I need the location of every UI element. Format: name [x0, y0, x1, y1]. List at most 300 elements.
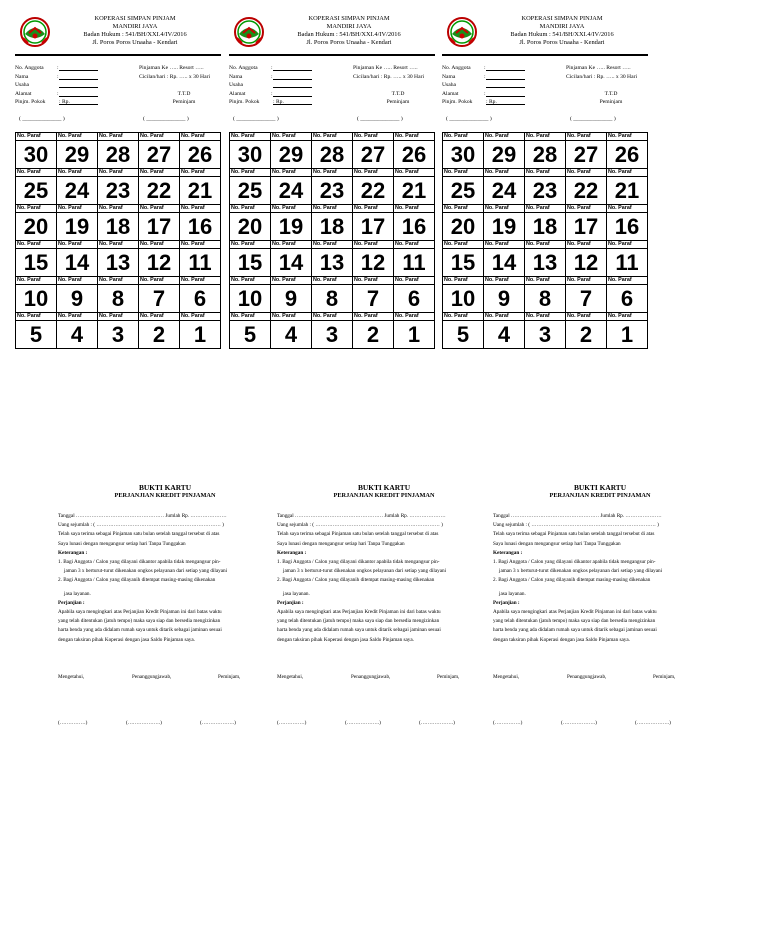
receipt-title: BUKTI KARTU [573, 483, 627, 492]
payment-cell [353, 205, 394, 241]
grid-row [443, 277, 648, 313]
paraf-label: No. Paraf [353, 241, 393, 249]
payment-cell [230, 241, 271, 277]
signature-right: ( ______________ ) [143, 116, 189, 122]
paraf-label: No. Paraf [57, 133, 97, 141]
note-text: jaman 3 x berturut-turut dikenakan ongkos pelayanan dari setiap yang dilayani [64, 568, 228, 575]
payment-cell [180, 241, 221, 277]
payment-cell [353, 313, 394, 349]
installment-number: 1 [407, 322, 421, 347]
paraf-label: No. Paraf [607, 313, 647, 321]
installment-number: 9 [284, 286, 298, 311]
payment-cell [98, 133, 139, 169]
installment-number: 13 [532, 250, 558, 275]
payment-cell [566, 277, 607, 313]
payment-cell [271, 277, 312, 313]
field-row [15, 73, 110, 82]
agreement-heading: Perjanjian : [58, 599, 85, 606]
field-line [486, 96, 525, 97]
paraf-label: No. Paraf [443, 169, 483, 177]
header-line: Jl. Poros Poros Unaaha - Kendari [519, 39, 605, 46]
installment-number: 5 [243, 322, 257, 347]
signature-row [442, 116, 648, 126]
field-colon: : [57, 73, 59, 80]
paraf-label: No. Paraf [312, 241, 352, 249]
installment-number: 9 [70, 286, 84, 311]
payment-cell [394, 133, 435, 169]
signature-left: ( ______________ ) [446, 116, 492, 122]
paraf-label: No. Paraf [394, 241, 434, 249]
payment-cell [180, 169, 221, 205]
note-text: 1. Bagi Anggota / Calon yang dilayani dikantor apabila tidak mengangsur pin- [58, 559, 221, 566]
paraf-label: No. Paraf [230, 169, 270, 177]
borrower-label: Peminjam, [437, 673, 460, 680]
field-row [442, 81, 537, 90]
paraf-label: No. Paraf [139, 277, 179, 285]
installment-number: 28 [319, 142, 345, 167]
installment-number: 7 [579, 286, 593, 311]
field-row [229, 64, 324, 73]
payment-cell [484, 313, 525, 349]
field-label: Pinjm. Pokok [442, 99, 473, 106]
installment-number: 21 [401, 178, 427, 203]
payment-cell [57, 313, 98, 349]
header-line: Badan Hukum : 541/BH/XXI.4/IV/2016 [83, 31, 187, 38]
installment-number: 26 [614, 142, 640, 167]
receipt-text: Telah saya terima sebagai Pinjaman satu bulan setelah tanggal tersebut di atas [277, 531, 439, 538]
installment-number: 10 [23, 286, 49, 311]
installment-number: 19 [278, 214, 304, 239]
payment-cell [443, 205, 484, 241]
payment-cell [57, 241, 98, 277]
cooperative-logo-icon [233, 16, 265, 48]
daily-installment: Cicilan/hari : Rp. ….. x 30 Hari [566, 73, 637, 80]
installment-number: 1 [193, 322, 207, 347]
installment-number: 25 [237, 178, 263, 203]
paraf-label: No. Paraf [271, 205, 311, 213]
payment-cell [525, 133, 566, 169]
paraf-label: No. Paraf [443, 277, 483, 285]
receipt-text: Saya lunasi dengan mengangsur setiap hari Tanpa Tunggakan [493, 540, 621, 547]
payment-cell [394, 169, 435, 205]
spacer [353, 81, 443, 90]
grid-row [16, 241, 221, 277]
payment-cell [394, 313, 435, 349]
agreement-text: yang telah ditentukan (jatuh tempo) maka saya siap dan bersedia mengizinkan [58, 618, 221, 625]
paraf-label: No. Paraf [98, 169, 138, 177]
installment-number: 8 [538, 286, 552, 311]
agreement-heading: Perjanjian : [493, 599, 520, 606]
installment-number: 27 [146, 142, 172, 167]
field-row [442, 98, 537, 107]
payment-cell [16, 133, 57, 169]
agreement-text: Apabila saya mengingkari atas Perjanjian Kredit Pinjaman ini dari batas waktu [493, 609, 657, 616]
cooperative-logo-icon [19, 16, 51, 48]
installment-number: 7 [366, 286, 380, 311]
paraf-label: No. Paraf [271, 313, 311, 321]
payment-cell [566, 169, 607, 205]
installment-number: 18 [105, 214, 131, 239]
field-line [273, 104, 312, 105]
installment-number: 14 [491, 250, 517, 275]
payment-cell [484, 241, 525, 277]
installment-number: 17 [360, 214, 386, 239]
payment-cell [139, 169, 180, 205]
installment-number: 5 [29, 322, 43, 347]
paraf-label: No. Paraf [180, 133, 220, 141]
payment-cell [271, 133, 312, 169]
paraf-label: No. Paraf [230, 241, 270, 249]
agreement-text: yang telah ditentukan (jatuh tempo) maka saya siap dan bersedia mengizinkan [493, 618, 656, 625]
field-line [59, 87, 98, 88]
field-colon: : [271, 73, 273, 80]
field-label: Usaha [229, 82, 243, 89]
payment-grid [442, 132, 648, 349]
agreement-text: harta benda yang ada didalam rumah saya untuk ditarik sebagai jaminan sesuai [58, 627, 222, 634]
spacer [139, 81, 229, 90]
field-label: Nama [229, 73, 243, 80]
installment-number: 1 [620, 322, 634, 347]
payment-cell [312, 241, 353, 277]
date-amount-line: Tanggal …………………………………………… Jumlah Rp. ………………… [277, 513, 446, 519]
installment-number: 10 [237, 286, 263, 311]
installment-number: 2 [366, 322, 380, 347]
header-text [476, 15, 648, 47]
paraf-label: No. Paraf [484, 241, 524, 249]
payment-cell [98, 169, 139, 205]
paraf-label: No. Paraf [57, 241, 97, 249]
guarantor-label: Penanggungjawab, [351, 673, 391, 680]
paraf-label: No. Paraf [312, 205, 352, 213]
receipt-title: BUKTI KARTU [138, 483, 192, 492]
paraf-label: No. Paraf [607, 241, 647, 249]
signature-right: ( ______________ ) [570, 116, 616, 122]
loan-card [442, 12, 648, 349]
receipt-text: Saya lunasi dengan mengangsur setiap hari Tanpa Tunggakan [58, 540, 186, 547]
paraf-label: No. Paraf [16, 205, 56, 213]
installment-number: 19 [491, 214, 517, 239]
installment-number: 26 [401, 142, 427, 167]
installment-number: 15 [23, 250, 49, 275]
agreement-text: Apabila saya mengingkari atas Perjanjian Kredit Pinjaman ini dari batas waktu [58, 609, 222, 616]
payment-cell [443, 169, 484, 205]
receipt-text: Telah saya terima sebagai Pinjaman satu bulan setelah tanggal tersebut di atas [493, 531, 655, 538]
payment-cell [525, 169, 566, 205]
member-info [229, 64, 435, 116]
header-line: Jl. Poros Poros Unaaha - Kendari [92, 39, 178, 46]
payment-cell [180, 313, 221, 349]
payment-cell [98, 313, 139, 349]
agreement-text: dengan taksiran pihak Koperasi dengan jasa Saldo Pinjaman saya. [277, 636, 414, 643]
field-label: Alamat [15, 90, 32, 97]
field-colon: : [484, 73, 486, 80]
paraf-label: No. Paraf [394, 313, 434, 321]
installment-number: 17 [573, 214, 599, 239]
paraf-label: No. Paraf [16, 277, 56, 285]
payment-cell [394, 277, 435, 313]
paraf-label: No. Paraf [566, 241, 606, 249]
field-row [442, 64, 537, 73]
installment-number: 24 [278, 178, 304, 203]
receipt-text: Saya lunasi dengan mengangsur setiap hari Tanpa Tunggakan [277, 540, 405, 547]
payment-cell [271, 169, 312, 205]
signature-left: ( ______________ ) [233, 116, 279, 122]
installment-number: 14 [278, 250, 304, 275]
grid-row [16, 277, 221, 313]
payment-cell [139, 313, 180, 349]
borrower-label: Peminjam [386, 99, 410, 106]
payment-cell [16, 277, 57, 313]
field-colon: : [57, 90, 59, 97]
grid-row [16, 205, 221, 241]
payment-cell [484, 205, 525, 241]
grid-row [230, 241, 435, 277]
payment-cell [139, 133, 180, 169]
paraf-label: No. Paraf [607, 277, 647, 285]
paraf-label: No. Paraf [607, 169, 647, 177]
installment-number: 13 [105, 250, 131, 275]
installment-number: 20 [237, 214, 263, 239]
payment-cell [607, 169, 648, 205]
signature-lines [493, 719, 707, 728]
receipt-title: BUKTI KARTU [357, 483, 411, 492]
agreement-text: yang telah ditentukan (jatuh tempo) maka saya siap dan bersedia mengizinkan [277, 618, 440, 625]
card-header [15, 12, 221, 56]
installment-number: 18 [532, 214, 558, 239]
loan-fields [566, 64, 656, 107]
payment-cell [16, 205, 57, 241]
agreement-text: harta benda yang ada didalam rumah saya untuk ditarik sebagai jaminan sesuai [277, 627, 441, 634]
installment-number: 18 [319, 214, 345, 239]
header-line: MANDIRI JAYA [539, 23, 585, 30]
paraf-label: No. Paraf [16, 313, 56, 321]
paraf-label: No. Paraf [525, 205, 565, 213]
paraf-label: No. Paraf [139, 133, 179, 141]
installment-number: 14 [64, 250, 90, 275]
paraf-label: No. Paraf [312, 313, 352, 321]
field-line [486, 104, 525, 105]
paraf-label: No. Paraf [525, 277, 565, 285]
field-label: Pinjm. Pokok [15, 99, 46, 106]
signature-line: (……………….) [561, 719, 597, 726]
member-fields [15, 64, 110, 107]
payment-cell [443, 133, 484, 169]
header-line: KOPERASI SIMPAN PINJAM [94, 15, 176, 22]
installment-number: 15 [237, 250, 263, 275]
field-row [15, 64, 110, 73]
payment-cell [16, 313, 57, 349]
loan-receipt [493, 484, 707, 728]
loan-number: Pinjaman Ke ….. Resort ….. [353, 65, 418, 71]
payment-cell [139, 241, 180, 277]
installment-number: 7 [152, 286, 166, 311]
field-row [229, 73, 324, 82]
guarantor-label: Penanggungjawab, [132, 673, 172, 680]
grid-row [230, 169, 435, 205]
field-label: Usaha [15, 82, 29, 89]
payment-grid [229, 132, 435, 349]
paraf-label: No. Paraf [312, 277, 352, 285]
grid-row [230, 133, 435, 169]
signature-left: ( ______________ ) [19, 116, 65, 122]
header-line: MANDIRI JAYA [112, 23, 158, 30]
daily-installment: Cicilan/hari : Rp. ….. x 30 Hari [139, 73, 210, 80]
field-label: Alamat [229, 90, 246, 97]
loan-card [15, 12, 221, 349]
field-line [273, 70, 312, 71]
signature-right: ( ______________ ) [357, 116, 403, 122]
grid-row [16, 169, 221, 205]
grid-row [16, 133, 221, 169]
paraf-label: No. Paraf [312, 169, 352, 177]
paraf-label: No. Paraf [394, 169, 434, 177]
date-amount-line: Tanggal …………………………………………… Jumlah Rp. ………………… [493, 513, 662, 519]
signature-lines [277, 719, 491, 728]
payment-cell [230, 169, 271, 205]
field-colon: : [484, 90, 486, 97]
signatory-labels [58, 673, 272, 682]
installment-number: 6 [193, 286, 207, 311]
paraf-label: No. Paraf [525, 241, 565, 249]
installment-number: 2 [152, 322, 166, 347]
installment-number: 20 [450, 214, 476, 239]
installment-number: 11 [188, 250, 212, 275]
installment-number: 23 [105, 178, 131, 203]
paraf-label: No. Paraf [98, 277, 138, 285]
note-text: jaman 3 x berturut-turut dikenakan ongkos pelayanan dari setiap yang dilayani [283, 568, 447, 575]
field-row [229, 98, 324, 107]
payment-cell [443, 313, 484, 349]
payment-cell [566, 133, 607, 169]
paraf-label: No. Paraf [353, 133, 393, 141]
paraf-label: No. Paraf [525, 169, 565, 177]
header-line: Badan Hukum : 541/BH/XXI.4/IV/2016 [297, 31, 401, 38]
header-line: MANDIRI JAYA [326, 23, 372, 30]
payment-cell [16, 169, 57, 205]
installment-number: 25 [450, 178, 476, 203]
paraf-label: No. Paraf [484, 133, 524, 141]
payment-grid [15, 132, 221, 349]
field-row [15, 98, 110, 107]
signature-line: (……………….) [635, 719, 671, 726]
payment-cell [16, 241, 57, 277]
header-line: Badan Hukum : 541/BH/XXI.4/IV/2016 [510, 31, 614, 38]
member-fields [442, 64, 537, 107]
installment-number: 22 [573, 178, 599, 203]
paraf-label: No. Paraf [271, 169, 311, 177]
payment-cell [394, 205, 435, 241]
installment-number: 22 [360, 178, 386, 203]
installment-number: 11 [615, 250, 639, 275]
installment-number: 11 [402, 250, 426, 275]
field-colon: : [57, 65, 59, 71]
member-info [442, 64, 648, 116]
signature-line: (……………….) [200, 719, 236, 726]
field-label: No. Anggota [229, 65, 258, 71]
loan-number: Pinjaman Ke ….. Resort ….. [139, 65, 204, 71]
signature-line: (……………) [277, 719, 307, 726]
paraf-label: No. Paraf [16, 241, 56, 249]
paraf-label: No. Paraf [484, 205, 524, 213]
installment-number: 21 [187, 178, 213, 203]
field-label: Nama [442, 73, 456, 80]
installment-number: 30 [237, 142, 263, 167]
payment-cell [230, 313, 271, 349]
payment-cell [443, 241, 484, 277]
paraf-label: No. Paraf [57, 169, 97, 177]
guarantor-label: Penanggungjawab, [567, 673, 607, 680]
paraf-label: No. Paraf [353, 169, 393, 177]
grid-row [230, 205, 435, 241]
installment-number: 2 [579, 322, 593, 347]
installment-number: 16 [614, 214, 640, 239]
payment-cell [353, 241, 394, 277]
signature-line: (……………) [493, 719, 523, 726]
payment-cell [566, 313, 607, 349]
field-value: : Rp. [486, 99, 497, 106]
paraf-label: No. Paraf [139, 313, 179, 321]
paraf-label: No. Paraf [98, 205, 138, 213]
payment-cell [607, 133, 648, 169]
installment-number: 4 [284, 322, 298, 347]
agreement-text: harta benda yang ada didalam rumah saya untuk ditarik sebagai jaminan sesuai [493, 627, 657, 634]
paraf-label: No. Paraf [566, 205, 606, 213]
field-label: Usaha [442, 82, 456, 89]
paraf-label: No. Paraf [180, 241, 220, 249]
grid-row [443, 313, 648, 349]
borrower-label: Peminjam, [653, 673, 676, 680]
paraf-label: No. Paraf [16, 133, 56, 141]
paraf-label: No. Paraf [271, 241, 311, 249]
paraf-label: No. Paraf [394, 133, 434, 141]
payment-cell [98, 277, 139, 313]
installment-number: 10 [450, 286, 476, 311]
payment-cell [443, 277, 484, 313]
paraf-label: No. Paraf [484, 277, 524, 285]
loan-receipt [277, 484, 491, 728]
ttd-label: T.T.D [604, 90, 618, 97]
note-text: 1. Bagi Anggota / Calon yang dilayani dikantor apabila tidak mengangsur pin- [493, 559, 656, 566]
payment-cell [139, 277, 180, 313]
payment-cell [484, 169, 525, 205]
grid-row [16, 313, 221, 349]
acknowledged-label: Mengetahui, [58, 673, 85, 680]
note-text: 2. Bagi Anggota / Calon yang dilayanih ditempat masing-masing dikenakan [58, 577, 216, 584]
installment-number: 27 [573, 142, 599, 167]
paraf-label: No. Paraf [566, 313, 606, 321]
paraf-label: No. Paraf [271, 277, 311, 285]
payment-cell [230, 133, 271, 169]
payment-cell [271, 313, 312, 349]
field-line [273, 87, 312, 88]
receipt-subtitle: PERJANJIAN KREDIT PINJAMAN [549, 492, 651, 499]
installment-number: 23 [319, 178, 345, 203]
borrower-label: Peminjam, [218, 673, 241, 680]
payment-cell [525, 313, 566, 349]
payment-cell [139, 205, 180, 241]
field-line [273, 96, 312, 97]
member-info [15, 64, 221, 116]
cooperative-logo-icon [446, 16, 478, 48]
paraf-label: No. Paraf [484, 169, 524, 177]
signature-row [15, 116, 221, 126]
signature-lines [58, 719, 272, 728]
installment-number: 3 [325, 322, 339, 347]
installment-number: 12 [573, 250, 599, 275]
loan-fields [353, 64, 443, 107]
paraf-label: No. Paraf [566, 277, 606, 285]
installment-number: 6 [407, 286, 421, 311]
